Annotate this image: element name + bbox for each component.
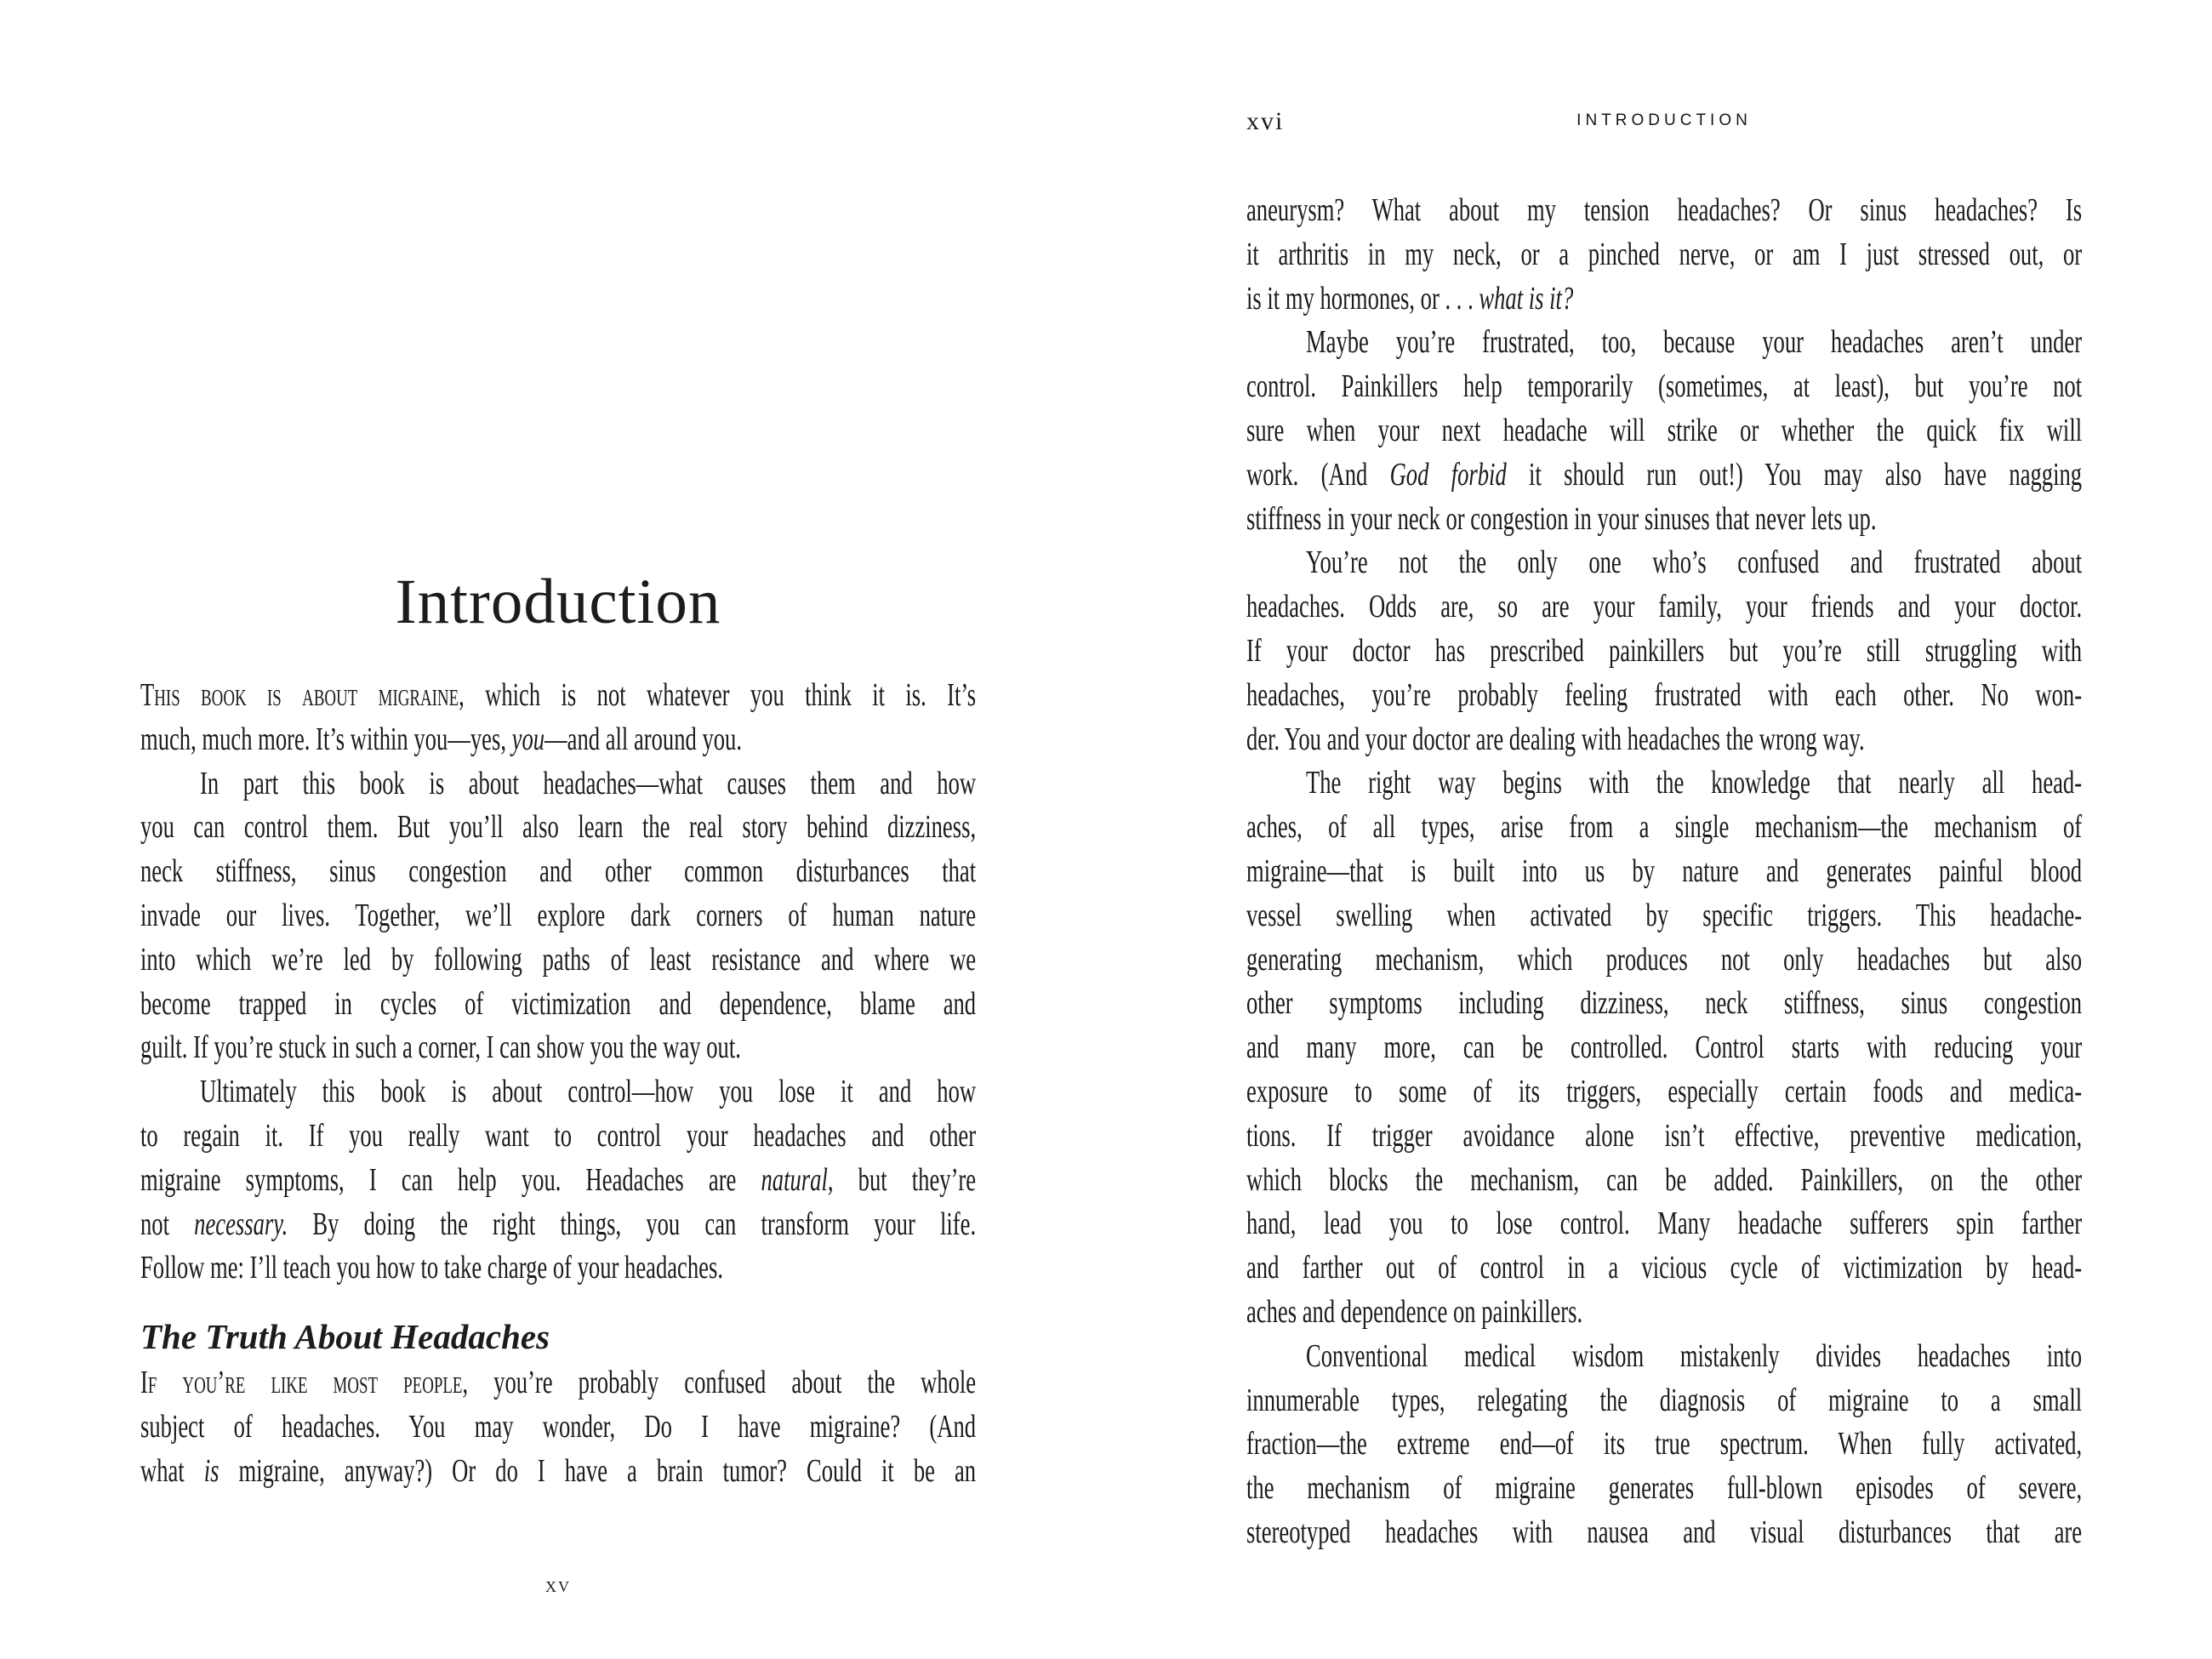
body-text: not xyxy=(140,1206,195,1242)
smallcaps-text: This book is about migraine, xyxy=(140,677,465,713)
body-text: exposure to some of its triggers, especially certain foods and medica- xyxy=(1246,1073,2083,1109)
body-text: generating mechanism, which produces not only headaches but also xyxy=(1246,941,2083,978)
body-text: By doing the right things, you can transform your life. xyxy=(288,1206,977,1242)
body-text: migraine, anyway?) Or do I have a brain tumor? Could it be an xyxy=(219,1452,977,1489)
text-line xyxy=(1246,277,2082,322)
italic-text: God forbid xyxy=(1389,456,1507,493)
text-line xyxy=(1246,1070,2082,1115)
right-page-number: xvi xyxy=(1246,107,1285,135)
body-text: into which we’re led by following paths of least resistance and where we xyxy=(140,941,977,978)
body-text: and farther out of control in a vicious cycle of victimization by head- xyxy=(1246,1250,2083,1286)
running-head-title: INTRODUCTION xyxy=(1576,111,1752,129)
text-line xyxy=(1246,1159,2082,1203)
body-text: aneurysm? What about my tension headaches? Or sinus headaches? Is xyxy=(1246,192,2083,228)
body-text: to regain it. If you really want to control your headaches and other xyxy=(140,1117,977,1154)
body-text: what xyxy=(140,1452,204,1489)
body-text: You’re not the only one who’s confused and frustrated about xyxy=(1306,544,2083,581)
text-line xyxy=(1246,1246,2082,1291)
body-text: become trapped in cycles of victimization and dependence, blame and xyxy=(140,985,977,1022)
text-line xyxy=(1246,806,2082,850)
text-line xyxy=(140,1450,976,1494)
body-text: migraine—that is built into us by nature and generates painful blood xyxy=(1246,852,2083,889)
body-text: which blocks the mechanism, can be added. Painkillers, on the other xyxy=(1246,1161,2083,1198)
body-text: hand, lead you to lose control. Many headache sufferers spin farther xyxy=(1246,1206,2083,1242)
text-line xyxy=(1246,674,2082,718)
text-line xyxy=(1246,585,2082,630)
text-line xyxy=(1246,1202,2082,1246)
text-line xyxy=(1246,938,2082,983)
body-text: which is not whatever you think it is. It’s xyxy=(464,677,977,713)
body-text: it arthritis in my neck, or a pinched nerve, or am I just stressed out, or xyxy=(1246,236,2083,272)
text-line xyxy=(140,674,976,718)
body-text: work. (And xyxy=(1246,456,1390,493)
body-text: aches, of all types, arise from a single mechanism—the mechanism of xyxy=(1246,809,2083,846)
italic-text: necessary. xyxy=(194,1206,288,1242)
text-line xyxy=(140,1026,976,1070)
text-line xyxy=(1246,498,2082,542)
text-line xyxy=(1246,850,2082,894)
body-text: —and all around you. xyxy=(544,721,743,757)
text-line xyxy=(1246,1379,2082,1423)
text-line xyxy=(1246,1335,2082,1379)
text-line xyxy=(1246,761,2082,806)
italic-text: is xyxy=(203,1452,219,1489)
text-line xyxy=(140,806,976,850)
body-text: If your doctor has prescribed painkillers but you’re still struggling with xyxy=(1246,632,2083,669)
body-text: innumerable types, relegating the diagnosis of migraine to a small xyxy=(1246,1382,2083,1418)
body-text: the mechanism of migraine generates full-blown episodes of severe, xyxy=(1246,1470,2083,1507)
body-text: much, much more. It’s within you—yes, xyxy=(140,721,512,757)
right-page-body xyxy=(1246,189,2082,1555)
body-text: Follow me: I’ll teach you how to take charge of your headaches. xyxy=(140,1250,723,1286)
body-text: but they’re xyxy=(833,1161,977,1198)
body-text: guilt. If you’re stuck in such a corner, I can show you the way out. xyxy=(140,1029,741,1066)
body-text: stiffness in your neck or congestion in your sinuses that never lets up. xyxy=(1246,500,1877,537)
body-text: The right way begins with the knowledge that nearly all head- xyxy=(1306,765,2083,801)
text-line xyxy=(1246,894,2082,938)
text-line xyxy=(1246,453,2082,498)
body-text: it should run out!) You may also have nagging xyxy=(1506,456,2083,493)
left-page-number: xv xyxy=(545,1572,571,1597)
body-text: Maybe you’re frustrated, too, because your headaches aren’t under xyxy=(1306,324,2083,361)
body-text: Ultimately this book is about control—how you lose it and how xyxy=(200,1074,977,1110)
body-text: and many more, can be controlled. Control starts with reducing your xyxy=(1246,1029,2083,1066)
body-text: In part this book is about headaches—what causes them and how xyxy=(200,765,977,801)
body-text: Conventional medical wisdom mistakenly divides headaches into xyxy=(1306,1337,2083,1374)
body-text: migraine symptoms, I can help you. Headaches are xyxy=(140,1161,761,1198)
text-line xyxy=(1246,365,2082,409)
text-line xyxy=(140,983,976,1027)
body-text: other symptoms including dizziness, neck stiffness, sinus congestion xyxy=(1246,985,2083,1022)
body-text: subject of headaches. You may wonder, Do I have migraine? (And xyxy=(140,1408,977,1445)
body-text: vessel swelling when activated by specific triggers. This headache- xyxy=(1246,897,2083,933)
italic-text: natural, xyxy=(761,1161,834,1198)
left-page-body-bottom xyxy=(140,1361,976,1493)
body-text: neck stiffness, sinus congestion and other common disturbances that xyxy=(140,853,977,890)
text-line xyxy=(140,1361,976,1405)
italic-text: what is it? xyxy=(1479,280,1574,316)
text-line xyxy=(1246,189,2082,233)
section-heading: The Truth About Headaches xyxy=(140,1317,550,1356)
text-line xyxy=(1246,718,2082,762)
text-line xyxy=(140,1203,976,1247)
body-text: der. You and your doctor are dealing with headaches the wrong way. xyxy=(1246,721,1865,757)
body-text: control. Painkillers help temporarily (sometimes, at least), but you’re not xyxy=(1246,368,2083,405)
body-text: you can control them. But you’ll also learn the real story behind dizziness, xyxy=(140,809,977,846)
text-line xyxy=(140,1115,976,1159)
body-text: you’re probably confused about the whole xyxy=(468,1365,977,1400)
smallcaps-text: If you’re like most people, xyxy=(140,1365,469,1400)
text-line xyxy=(140,938,976,983)
text-line xyxy=(140,1405,976,1450)
text-line xyxy=(140,1070,976,1115)
text-line xyxy=(1246,1422,2082,1467)
body-text: headaches. Odds are, so are your family, your friends and your doctor. xyxy=(1246,589,2083,625)
text-line xyxy=(1246,1511,2082,1555)
text-line xyxy=(140,762,976,807)
chapter-title: Introduction xyxy=(395,567,721,637)
body-text: is it my hormones, or . . . xyxy=(1246,280,1479,316)
text-line xyxy=(1246,321,2082,365)
text-line xyxy=(1246,1291,2082,1335)
text-line xyxy=(140,1159,976,1203)
right-page xyxy=(1246,0,2082,1659)
body-text: headaches, you’re probably feeling frustrated with each other. No won- xyxy=(1246,676,2083,713)
body-text: aches and dependence on painkillers. xyxy=(1246,1293,1583,1330)
text-line xyxy=(140,894,976,938)
text-line xyxy=(140,1246,976,1291)
body-text: fraction—the extreme end—of its true spectrum. When fully activated, xyxy=(1246,1426,2083,1462)
text-line xyxy=(1246,541,2082,585)
text-line xyxy=(1246,982,2082,1026)
text-line xyxy=(1246,1026,2082,1070)
left-page xyxy=(140,0,976,1659)
text-line xyxy=(140,718,976,762)
left-page-body-top xyxy=(140,674,976,1291)
body-text: tions. If trigger avoidance alone isn’t effective, preventive medication, xyxy=(1246,1117,2083,1154)
text-line xyxy=(1246,630,2082,674)
text-line xyxy=(140,850,976,894)
text-line xyxy=(1246,409,2082,453)
text-line xyxy=(1246,1467,2082,1511)
body-text: invade our lives. Together, we’ll explore dark corners of human nature xyxy=(140,897,977,933)
body-text: sure when your next headache will strike or whether the quick fix will xyxy=(1246,412,2083,448)
italic-text: you xyxy=(511,721,545,757)
text-line xyxy=(1246,1115,2082,1159)
text-line xyxy=(1246,233,2082,277)
body-text: stereotyped headaches with nausea and visual disturbances that are xyxy=(1246,1514,2083,1550)
